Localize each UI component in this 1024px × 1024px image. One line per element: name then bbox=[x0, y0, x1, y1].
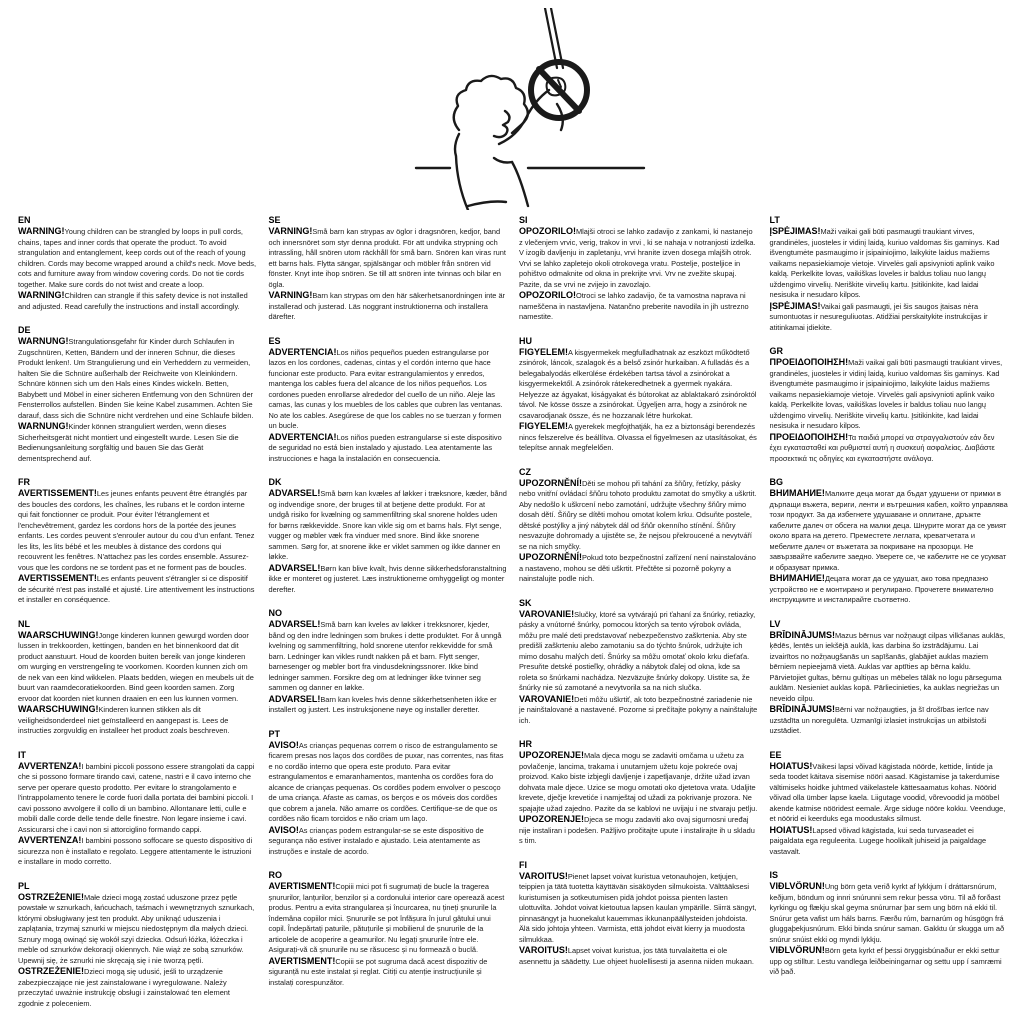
warning-paragraph: UPOZORENJE!Mala djeca mogu se zadaviti omčama u užetu za povlačenje, lancima, trakama i unutarnjem užetu koje pokreće ovaj proizvod. Kako biste izbjegli davljenje i zapetljavanje, držite užad izvan dohvata male djece. Uzice se mogu omotati oko djetetova vrata. Udaljite krevete, dječje krevetiće i namještaj od užadi za pokrivanje prozora. Ne spajajte užad zajedno. Pazite da se kablovi ne uvijaju i ne stvaraju petlju. bbox=[519, 750, 758, 813]
language-code: EN bbox=[18, 215, 31, 225]
warning-label: ADVARSEL! bbox=[268, 488, 321, 498]
warning-paragraph: FIGYELEM!A gyerekek megfojthatják, ha ez a biztonsági berendezés nincs felszerelve és beállítva. Olvassa el figyelmesen az utasításokat, és telepítse annak megfelelően. bbox=[519, 421, 757, 452]
column-4 bbox=[770, 215, 1009, 1022]
warning-label: HOIATUS! bbox=[769, 760, 813, 771]
warning-label: AVERTISSEMENT! bbox=[18, 488, 97, 498]
warning-label: ADVARSEL! bbox=[268, 693, 321, 704]
language-section-ro bbox=[269, 870, 508, 988]
warning-paragraph: AVERTISSEMENT!Les enfants peuvent s'étrangler si ce dispositif de sécurité n'est pas installé et ajusté. Lire attentivement les instructions et installer en conséquence. bbox=[18, 573, 255, 604]
warning-label: UPOZORNĚNÍ! bbox=[519, 477, 582, 488]
warning-paragraph: WARNING!Young children can be strangled by loops in pull cords, chains, tapes and inner cords that operate the product. To avoid strangulation and entanglement, keep cords out of the reach of young children. Cords may become wrapped around a child's neck. Move beds, cots and furniture away from window covering cords. Do not tie cords together. Make sure cords do not twist and create a loop. bbox=[18, 226, 257, 289]
column-3 bbox=[519, 215, 758, 1022]
warning-label: WARNING! bbox=[18, 290, 65, 300]
warning-paragraph: ĮSPĖJIMAS!Vaikai gali pasmaugti, jei šis saugos įtaisas nėra sumontuotas ir nesureguliuotas. Atidžiai perskaitykite instrukcijas ir atitinkamai įdiekite. bbox=[769, 300, 988, 332]
warning-paragraph: ADVARSEL!Barn kan kveles hvis denne sikkerhetsenheten ikke er installert og justert. Les instruksjonene nøye og installer deretter. bbox=[268, 693, 497, 714]
warning-label: VARNING! bbox=[268, 290, 313, 300]
warning-paragraph: WAARSCHUWING!Kinderen kunnen stikken als dit veiligheidsonderdeel niet geïnstalleerd en aangepast is. Lees de instructies zorgvuldig en installeer het product zoals beschreven. bbox=[18, 704, 230, 735]
warning-paragraph: BRĪDINĀJUMS!Bērni var nožņaugties, ja šī drošības ierīce nav uzstādīta un noregulēta. Uzmanīgi izlasiet instrukcijas un atbilstoši uzstādiet. bbox=[769, 704, 989, 735]
language-section-bg bbox=[770, 477, 1009, 606]
warning-label: ĮSPĖJIMAS! bbox=[769, 226, 821, 236]
warning-label: UPOZORENJE! bbox=[519, 814, 585, 824]
warning-label: AVISO! bbox=[268, 739, 299, 750]
warning-paragraph: VARNING!Barn kan strypas om den här säkerhetsanordningen inte är installerad och justerad. Läs noggrant instruktionerna och installera därefter. bbox=[268, 290, 506, 321]
warning-paragraph: VARNING!Små barn kan strypas av öglor i dragsnören, kedjor, band och innersnöret som styr denna produkt. För att undvika strypning och intrassling, håll snören utom räckhåll för små barn. Snören kan viras runt ett barns hals. Flytta sängar, spjälsängar och möbler från snören vid fönster. Knyt inte ihop snören. Se till att snören inte tvinnas och bilar en ögla. bbox=[268, 226, 506, 289]
language-section-pl bbox=[18, 881, 257, 1010]
language-code: DE bbox=[18, 325, 31, 335]
warning-label: VIÐLVÖRUN! bbox=[769, 881, 825, 891]
warning-paragraph: OSTRZEŻENIE!Dzieci mogą się udusić, jeśli to urządzenie zabezpieczające nie jest zainstalowane i wyregulowane. Należy przeczytać uważnie instrukcję obsługi i zainstalować ten element zgodnie z poleceniem. bbox=[18, 966, 230, 1008]
language-section-hu bbox=[519, 336, 758, 454]
warning-paragraph: WAARSCHUWING!Jonge kinderen kunnen gewurgd worden door lussen in trekkoorden, kettingen, banden en het binnenkoord dat dit product aanstuurt. Houd de koorden buiten bereik van jonge kinderen om wurging en verstrengeling te voorkomen. Koorden kunnen zich om de nek van een kind wikkelen. Plaats bedden, wiegen en meubels uit de buurt van raamdecoratiekoorden. Bind geen koorden samen. Zorg ervoor dat koorden niet kunnen draaien en een lus kunnen vormen. bbox=[18, 629, 254, 703]
warning-label: AVERTISSEMENT! bbox=[18, 573, 97, 583]
warning-paragraph: WARNUNG!Strangulationsgefahr für Kinder durch Schlaufen in Zugschnüren, Ketten, Bändern und der inneren Schnur, die dieses Produkt lenken!. Um Strangulierung und ein Verheddern zu vermeiden, halten Sie die Schnüre außerhalb der Reichweite von Kleinkindern. Schnüre können sich um den Hals eines Kindes wickeln. Betten, Babybett und Möbel in einer sicheren Entfernung von den Schnüren der Fensterrollos aufstellen. Binden Sie keine Kabel zusammen. Achten Sie darauf, dass sich die Schnüre nicht verdrehen und eine Schlaufe bilden. bbox=[18, 336, 254, 420]
pull-cord bbox=[545, 8, 563, 68]
warning-paragraph: OPOZORILO!Otroci se lahko zadavijo, če ta varnostna naprava ni nameščena in nastavljena. Natančno preberite navodila in jih ustrezno namestite. bbox=[519, 290, 749, 321]
warning-label: FIGYELEM! bbox=[519, 346, 568, 357]
warning-paragraph: BRĪDINĀJUMS!Mazus bērnus var nožņaugt cilpas vilkšanas auklās, ķēdēs, lentēs un iekšējā auklā, kas darbina šo izstrādājumu. Lai izvairītos no nožņaugšanās un sapīšanās, glabājiet auklas maziem bērniem nepieejamā vietā. Auklas var aptīties ap bērna kaklu. Pārvietojiet gultas, bērnu gultiņas un mēbeles tālāk no logu pārseguma auklām. Nesieniet auklas kopā. Pārliecinieties, ka auklas negriežas un neveido cilpu. bbox=[769, 629, 1006, 703]
warning-label: ADVERTENCIA! bbox=[268, 431, 337, 442]
warning-label: ĮSPĖJIMAS! bbox=[769, 300, 821, 311]
warning-label: BRĪDINĀJUMS! bbox=[769, 704, 836, 714]
warning-paragraph: WARNUNG!Kinder können stranguliert werden, wenn dieses Sicherheitsgerät nicht montiert und eingestellt wurde. Lesen Sie die Bedienungsanleitung sorgfältig und bauen Sie das Gerät dementsprechend auf. bbox=[18, 421, 239, 463]
language-code: HR bbox=[519, 739, 532, 749]
warning-paragraph: VAROVANIE!Slučky, ktoré sa vytvárajú pri ťahaní za šnúrky, retiazky, pásky a vnútorné šnúrky, pomocou ktorých sa tento výrobok ovláda, môžu pre malé deti predstavovať nebezpečenstvo zaškrtenia. Aby ste predišli zaškrteniu alebo zamotaniu sa do týchto šnúrok, udržujte ich mimo dosahu malých detí. Šnúrky sa môžu omotať okolo krku dieťaťa. Presuňte detské postieľky, ohrádky a nábytok ďalej od okna, kde sa roleta so šnúrkami nachádza. Nezväzujte šnúrky dokopy. Uistite sa, že šnúrky nie sú zamotané a nevytvorila sa na nich slučka. bbox=[519, 608, 756, 692]
language-columns bbox=[18, 215, 1008, 1022]
child-figure bbox=[454, 76, 563, 210]
language-section-gr bbox=[770, 346, 1009, 464]
warning-paragraph: AVISO!As crianças podem estrangular-se se este dispositivo de segurança não estiver instalado e ajustado. Leia atentamente as instruções e instale de acordo. bbox=[268, 824, 484, 856]
language-code: HU bbox=[519, 335, 532, 346]
warning-label: OSTRZEŻENIE! bbox=[18, 891, 85, 902]
language-code: LV bbox=[769, 618, 781, 629]
language-code: SI bbox=[519, 215, 528, 225]
warning-label: WAARSCHUWING! bbox=[18, 704, 99, 714]
warning-paragraph: OPOZORILO!Mlajši otroci se lahko zadavijo z zankami, ki nastanejo z vlečenjem vrvic, verig, trakov in vrvi , ki se nahaja v notranjosti izdelka. V izogib davljenju in zapletanju, vrvi hranite izven dosega mlajših otrok. Vrvi se lahko zapletejo okoli otrokovega vratu. Postelje, posteljice in pohištvo odmaknite od okna in prekrijte vrvi. Vrv ne zvežite skupaj. Pazite, da se vrvi ne zvijejo in zavozlajo. bbox=[519, 226, 756, 289]
warning-label: WARNUNG! bbox=[18, 421, 69, 431]
warning-label: AVVERTENZA! bbox=[18, 835, 82, 845]
warning-label: ADVARSEL! bbox=[268, 619, 321, 629]
warning-paragraph: ADVARSEL!Små børn kan kvæles af løkker i træksnore, kæder, bånd og indvendige snore, der bruges til at betjene dette produkt. For at undgå risiko for kvælning og sammenfiltring skal snorene holdes uden for børns rækkevidde. Snore kan vikle sig om et barns hals. Flyt senge, vugger og møbler væk fra vinduer med snore. Bind ikke snorene sammen. Sørg for, at snorene ikke er viklet sammen og ikke danner en løkke. bbox=[268, 488, 507, 561]
language-code: IS bbox=[769, 870, 779, 880]
language-code: LT bbox=[769, 215, 780, 225]
warning-label: ВНИМАНИЕ! bbox=[769, 488, 825, 498]
language-section-lt bbox=[770, 215, 1009, 333]
warning-label: WARNUNG! bbox=[18, 336, 69, 346]
warning-paragraph: VAROVANIE!Deti môžu uškrtiť, ak toto bezpečnostné zariadenie nie je nainštalované a nastavené. Pozorne si prečítajte pokyny a nainštalujte ich. bbox=[519, 693, 758, 725]
warning-label: VAROITUS! bbox=[519, 870, 568, 881]
warning-label: OSTRZEŻENIE! bbox=[18, 966, 85, 976]
warning-paragraph: ADVARSEL!Børn kan blive kvalt, hvis denne sikkerhedsforanstaltning ikke er monteret og justeret. Læs instruktionerne omhyggeligt og monter derefter. bbox=[268, 562, 507, 594]
warning-illustration bbox=[402, 8, 672, 210]
language-section-fi bbox=[519, 860, 758, 968]
warning-label: HOIATUS! bbox=[769, 824, 813, 835]
warning-paragraph: ADVERTENCIA!Los niños pequeños pueden estrangularse por lazos en los cordones, cadenas, cintas y el cordón interno que hace funcionar este producto. Para evitar estrangulamientos y enredos, mantenga los cables fuera del alcance de los niños pequeños. Los cordones pueden enrollarse alrededor del cuello de un niño. Aleje las camas, las cunas y los muebles de los cables que cubren las ventanas. No ate los cables. Asegúrese de que los cables no se tuerzan y formen un bucle. bbox=[268, 346, 503, 430]
warning-paragraph: AVERTISMENT!Copiii se pot sugruma dacă acest dispozitiv de siguranță nu este instalat și reglat. Citiți cu atenție instrucțiunile și instalați corespunzător. bbox=[268, 955, 488, 987]
warning-paragraph: WARNING!Children can strangle if this safety device is not installed and adjusted. Read carefully the instructions and install accordingly. bbox=[18, 290, 248, 311]
warning-paragraph: ĮSPĖJIMAS!Maži vaikai gali būti pasmaugti traukiant virves, grandinėles, juosteles ir vidinį laidą, kuriuo valdomas šis gaminys. Kad išvengtumėte pasmaugimo ir įsipainiojimo, laikykite laidus mažiems vaikams nepasiekiamoje vietoje. Virvelės gali apsivynioti aplink vaiko kaklą. Perkelkite lovas, vaikiškas loveles ir baldus toliau nuo langų uždengimo virvelių. Neriškite virvelių kartu. Įsitikinkite, kad laidai nesisuka ir nesudaro kilpos. bbox=[769, 226, 1000, 299]
warning-paragraph: AVISO!As crianças pequenas correm o risco de estrangulamento se ficarem presas nos laços dos cordões de puxar, nas correntes, nas fitas e no cordão interno que opera este produto. Para evitar estrangulamentos e emaranhamentos, mantenha os cordões fora do alcance de crianças pequenas. Os cordões podem envolver o pescoço de uma criança. Afaste as camas, os berços e os móveis dos cordões que cobrem a janela. Não amarre os cordões. Certifique-se de que os cordões não ficam torcidos e não criam um laço. bbox=[268, 739, 504, 823]
warning-paragraph: ADVERTENCIA!Los niños pueden estrangularse si este dispositivo de seguridad no está bien instalado y ajustado. Lea atentamente las instrucciones e haga la instalación en consecuencia. bbox=[268, 431, 502, 463]
warning-paragraph: AVERTISSEMENT!Les jeunes enfants peuvent être étranglés par des boucles des cordons, les chaînes, les rubans et le cordon interne qui fait fonctionner ce produit. Pour éviter l'étranglement et l'enchevêtrement, gardez les cordons hors de la portée des jeunes enfants. Les cordes peuvent s'enrouler autour du cou d'un enfant. Tenez les lits, les lits bébé et les meubles à distance des cordons qui recouvrent les fenêtres. N'attachez pas les cordes ensemble. Assurez-vous que les cordons ne se tordent pas et ne forment pas de boucles. bbox=[18, 488, 255, 572]
language-code: BG bbox=[769, 477, 783, 487]
language-section-es bbox=[269, 336, 508, 465]
language-section-cz bbox=[519, 467, 758, 585]
warning-label: UPOZORNĚNÍ! bbox=[519, 552, 582, 562]
language-section-lv bbox=[770, 619, 1009, 737]
warning-paragraph: ΠΡΟΕΙΔΟΠΟΙΗΣΗ!Maži vaikai gali būti pasmaugti traukiant virves, grandinėles, juosteles ir vidinį laidą, kuriuo valdomas šis gaminys. Kad išvengtumėte pasmaugimo ir įsipainiojimo, laikykite laidus mažiems vaikams nepasiekiamoje vietoje. Virvelės gali apsivynioti aplink vaiko kaklą. Perkelkite lovas, vaikiškas loveles ir baldus toliau nuo langų uždengimo virvelių. Neriškite virvelių kartu. Įsitikinkite, kad laidai nesisuka ir nesudaro kilpos. bbox=[769, 357, 1003, 430]
column-1 bbox=[18, 215, 257, 1022]
warning-label: ΠΡΟΕΙΔΟΠΟΙΗΣΗ! bbox=[769, 357, 849, 367]
column-2 bbox=[269, 215, 508, 1022]
warning-label: VAROVANIE! bbox=[519, 608, 575, 619]
warning-paragraph: AVVERTENZA!I bambini piccoli possono essere strangolati da cappi che si possono formare tirando cavi, catene, nastri e il cavo interno che serve per operare questo prodotto. Per evitare lo strangolamento e l'intrappolamento tenere le corde fuori dalla portata dei bambini piccoli. I cavi possono avvolgere il collo di un bambino. Allontanare letti, culle e mobili dalle corde delle tende delle finestre. Non legare insieme i cavi. Assicurarsi che i cavi non si attorciglino formando cappi. bbox=[18, 760, 255, 834]
language-section-se bbox=[269, 215, 508, 323]
language-section-pt bbox=[269, 729, 508, 858]
language-code: RO bbox=[268, 870, 282, 880]
warning-paragraph: HOIATUS!Väikesi lapsi võivad kägistada nöörde, kettide, lintide ja seda toodet käitava sisemise nööri aasad. Kägistamise ja takerdumise vältimiseks hoidke juhtmed väikelastele kättesaamatus kohas. Nöörid võivad olla ümber lapse kaela. Liigutage voodid, võrevoodid ja mööbel akende katmise nööridest eemale. Ärge siduge nööre kokku. Veenduge, et nöörid ei keerduks ega moodustaks silmust. bbox=[769, 760, 1006, 823]
language-section-ee bbox=[770, 750, 1009, 858]
language-code: EE bbox=[769, 749, 782, 760]
warning-paragraph: VAROITUS!Lapset voivat kuristua, jos tätä turvalaitetta ei ole asennettu ja säädetty. Lue ohjeet huolellisesti ja asenna niiden mukaan. bbox=[519, 945, 754, 966]
language-section-sk bbox=[519, 598, 758, 727]
language-section-de bbox=[18, 325, 257, 464]
warning-paragraph: ВНИМАНИЕ!Малките деца могат да бъдат удушени от примки в дърпащи въжета, вериги, ленти и вътрешния кабел, който управлява този продукт. За да избегнете удушаване и оплитане, дръжте кабелите далеч от обсега на малки деца. Шнурите могат да се увият около врата на детето. Преместете леглата, креватчетата и мебелите далеч от въжетата за покриване на прозорци. Не завързвайте кабелите заедно. Уверете се, че кабелите не се усукват и образуват примка. bbox=[769, 488, 1008, 572]
language-code: IT bbox=[18, 749, 26, 760]
language-code: ES bbox=[268, 335, 281, 346]
warning-label: WARNING! bbox=[18, 226, 65, 236]
warning-paragraph: VIÐLVÖRUN!Börn geta kyrkt ef þessi öryggisbúnaður er ekki settur upp og stilltur. Lestu vandlega leiðbeiningarnar og settu upp í samræmi við það. bbox=[769, 945, 1002, 976]
warning-label: VAROVANIE! bbox=[519, 693, 575, 704]
warning-paragraph: UPOZORENJE!Djeca se mogu zadaviti ako ovaj sigurnosni uređaj nije instaliran i podešen. Pažljivo pročitajte upute i instalirajte ih u skladu s tim. bbox=[519, 814, 755, 845]
warning-paragraph: UPOZORNĚNÍ!Děti se mohou při tahání za šňůry, řetízky, pásky nebo vnitřní ovládací šňůru tohoto produktu zamotat do smyčky a uškrtit. Aby nedošlo k uškrcení nebo zamotání, udržujte všechny šňůry mimo dosah dětí. Šňůry se dítěti mohou omotat kolem krku. Odsuňte postele, dětské postýlky a jiný nábytek dál od šňůr okenního stínění. Šňůry nesvazujte dohromady a ujistěte se, že nejsou překroucené a nevytváří se na nich smyčky. bbox=[519, 477, 757, 551]
child-cord-prohibition-drawing bbox=[402, 8, 672, 210]
language-section-fr bbox=[18, 477, 257, 606]
language-code: SE bbox=[268, 215, 281, 225]
language-section-no bbox=[269, 608, 508, 716]
language-code: SK bbox=[519, 597, 532, 608]
language-code: PL bbox=[18, 880, 30, 891]
warning-label: UPOZORENJE! bbox=[519, 750, 585, 760]
warning-paragraph: AVVERTENZA!I bambini possono soffocare se questo dispositivo di sicurezza non è installato e regolato. Leggere attentamente le istruzioni e installare in modo corretto. bbox=[18, 835, 253, 866]
warning-paragraph: ADVARSEL!Små barn kan kveles av løkker i trekksnorer, kjeder, bånd og den indre ledningen som brukes i dette produktet. For å unngå kvelning og sammenfiltring, hold snorene utenfor rekkevidde for små barn. Ledninger kan vikles rundt nakken på et barn. Flytt senger, barnesenger og møbler bort fra vindusdekningssnorer. Ikke bind ledninger sammen. Forsikre deg om at ledninger ikke tvinner seg sammen og danner en løkke. bbox=[268, 619, 502, 692]
warning-paragraph: AVERTISMENT!Copiii mici pot fi sugrumați de bucle la tragerea șnururilor, lanțurilor, benzilor și a cordonului interior care operează acest produs. Pentru a evita strangularea și încurcarea, nu țineți șnururile la îndemâna copiilor mici. Șnururile se pot înfășura în jurul gâtului unui copil. Îndepărtați paturile, pătuțurile și mobilierul de șnururile de la articolele de acoperire a geamurilor. Nu legați șnururile între ele. Asigurați-vă că șnururile nu se răsucesc și nu formează o buclă. bbox=[268, 881, 505, 954]
warning-label: WAARSCHUWING! bbox=[18, 629, 99, 640]
language-code: CZ bbox=[519, 466, 531, 477]
language-section-dk bbox=[269, 477, 508, 595]
language-code: FR bbox=[18, 477, 30, 487]
warning-paragraph: FIGYELEM!A kisgyermekek megfulladhatnak az eszközt működtető zsinórok, láncok, szalagok és a belső zsinór hurkaiban. A fulladás és a belegabalyodás elkerülése érdekében tartsa távol a zsinórokat a kisgyermekektől. A zsinórok rátekeredhetnek a gyermek nyakára. Helyezze az ágyakat, kiságyakat és bútorokat az ablaktakaró zsinóroktól távol. Ne kösse össze a zsinórokat. Ügyeljen arra, hogy a zsinórok ne csavarodjanak össze, és ne hozzanak létre hurkokat. bbox=[519, 346, 757, 420]
warning-label: OPOZORILO! bbox=[519, 290, 576, 300]
language-code: DK bbox=[268, 477, 282, 487]
warning-label: AVERTISMENT! bbox=[268, 881, 336, 891]
language-code: PT bbox=[268, 728, 281, 739]
warning-label: OPOZORILO! bbox=[519, 226, 576, 236]
language-section-en bbox=[18, 215, 257, 312]
warning-label: ADVERTENCIA! bbox=[268, 346, 337, 357]
warning-label: FIGYELEM! bbox=[519, 421, 568, 431]
warning-paragraph: VAROITUS!Pienet lapset voivat kuristua vetonauhojen, ketjujen, teippien ja tätä tuotetta käyttävän sisäköyden silmukoista. Välttääksesi kuristumisen ja sotkeutumisen pidä johdot poissa pienten lasten ulottuvilta. Johdot voivat kietoutua lapsen kaulan ympärille. Siirrä sängyt, pinnasängyt ja huonekalut kauemmas ikkunanpäällysteiden johdoista. Älä sido johtoja yhteen. Varmista, että johdot eivät kierry ja muodosta silmukkaa. bbox=[519, 870, 757, 944]
warning-paragraph: UPOZORNĚNÍ!Pokud toto bezpečnostní zařízení není nainstalováno a nastaveno, mohou se děti uškrtit. Přečtěte si pozorně pokyny a nainstalujte podle nich. bbox=[519, 552, 756, 583]
language-code: NO bbox=[268, 608, 282, 618]
language-section-hr bbox=[519, 739, 758, 847]
warning-label: AVERTISMENT! bbox=[268, 955, 336, 966]
language-code: NL bbox=[18, 618, 30, 629]
language-section-it bbox=[18, 750, 257, 868]
warning-label: AVVERTENZA! bbox=[18, 760, 82, 771]
warning-label: VIÐLVÖRUN! bbox=[769, 945, 825, 955]
warning-label: AVISO! bbox=[268, 824, 299, 835]
warning-paragraph: HOIATUS!Lapsed võivad kägistada, kui seda turvaseadet ei paigaldata ega reguleerita. Lugege hoolikalt juhiseid ja paigaldage vastavalt. bbox=[769, 824, 987, 856]
language-section-is bbox=[770, 870, 1009, 978]
warning-label: ADVARSEL! bbox=[268, 562, 321, 573]
warning-label: VAROITUS! bbox=[519, 945, 568, 955]
warning-paragraph: ВНИМАНИЕ!Децата могат да се удушат, ако това предпазно устройство не е монтирано и регулирано. Прочетете внимателно инструкциите и инсталирайте съответно. bbox=[769, 573, 994, 604]
warning-paragraph: VIÐLVÖRUN!Ung börn geta verið kyrkt af lykkjum í dráttarsnúrum, keðjum, böndum og innri snúrunni sem rekur þessa vöru. Til að forðast kyrkingu og flækju skal geyma snúrurnar þar sem ung börn ná ekki til. Snúrur geta vafist um háls barns. Færðu rúm, barnarúm og húsgögn frá gluggaþekjusnúrum. Ekki binda snúrur saman. Gakktu úr skugga um að snúrur snúist ekki og myndi lykkju. bbox=[769, 881, 1005, 944]
warning-label: BRĪDINĀJUMS! bbox=[769, 629, 836, 640]
warning-label: VARNING! bbox=[268, 226, 313, 236]
warning-label: ΠΡΟΕΙΔΟΠΟΙΗΣΗ! bbox=[769, 431, 849, 442]
warning-paragraph: OSTRZEŻENIE!Małe dzieci mogą zostać uduszone przez pętle powstałe w sznurkach, łańcuchach, taśmach i wewnętrznych sznurkach, którymi obsługiwany jest ten produkt. Aby uniknąć uduszenia i zaplątania, trzymaj sznurki w miejscu niedostępnym dla małych dzieci. Sznury mogą owinąć się wokół szyi dziecka. Odsuń łóżka, łóżeczka i meble od sznurków dekoracji okiennych. Nie wiąż ze sobą sznurków. Upewnij się, że sznurki nie skręcają się i nie tworzą pętli. bbox=[18, 891, 255, 965]
language-code: FI bbox=[519, 859, 527, 870]
language-code: GR bbox=[769, 346, 783, 356]
warning-paragraph: ΠΡΟΕΙΔΟΠΟΙΗΣΗ!Τα παιδιά μπορεί να στραγγαλιστούν εάν δεν έχει εγκατασταθεί και ρυθμιστεί αυτή η συσκευή ασφαλείας. Διαβάστε προσεκτικά τις οδηγίες και εγκαταστήστε ανάλογα. bbox=[769, 431, 995, 463]
warning-label: ВНИМАНИЕ! bbox=[769, 573, 825, 583]
language-section-si bbox=[519, 215, 758, 323]
language-section-nl bbox=[18, 619, 257, 737]
